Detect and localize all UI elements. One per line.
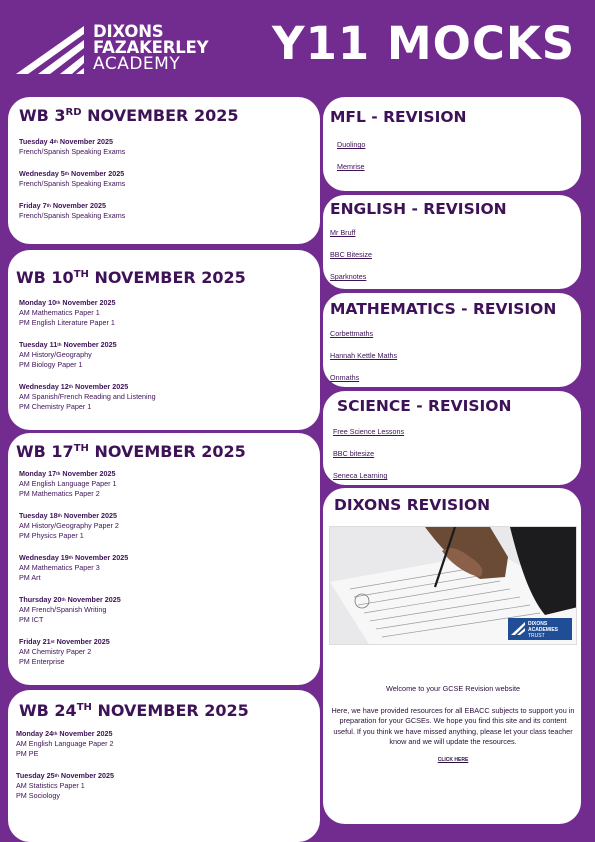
- link-corbettmaths[interactable]: Corbettmaths: [330, 329, 374, 338]
- exam-line: AM History/Geography: [19, 350, 92, 359]
- week-days-3: [19, 469, 128, 679]
- exam-line: French/Spanish Speaking Exams: [19, 211, 126, 220]
- week-title-1: [19, 106, 238, 126]
- link-onmaths[interactable]: Onmaths: [330, 373, 360, 382]
- week-title-month: NOVEMBER 2025: [88, 442, 246, 461]
- english-title: ENGLISH - REVISION: [330, 200, 507, 218]
- week-title-text: WB 17: [16, 442, 74, 461]
- exam-line: AM Statistics Paper 1: [16, 781, 85, 790]
- week-title-3: [16, 442, 246, 462]
- day-date: Monday 17th November 2025: [19, 469, 116, 478]
- exam-day: [19, 553, 128, 583]
- exam-line: PM English Literature Paper 1: [19, 318, 115, 327]
- exam-day: [19, 595, 128, 625]
- day-date: Friday 21st November 2025: [19, 637, 110, 646]
- exam-line: AM Spanish/French Reading and Listening: [19, 392, 156, 401]
- mfl-links: [337, 140, 365, 184]
- day-date: Friday 7th November 2025: [19, 201, 106, 210]
- week-title-month: NOVEMBER 2025: [91, 701, 249, 720]
- exam-line: AM History/Geography Paper 2: [19, 521, 119, 530]
- logo-line-2: FAZAKERLEY: [93, 38, 209, 57]
- revision-photo: [329, 526, 577, 645]
- exam-line: French/Spanish Speaking Exams: [19, 147, 126, 156]
- exam-line: PM Sociology: [16, 791, 60, 800]
- day-date: Monday 24th November 2025: [16, 729, 113, 738]
- week-days-4: [16, 729, 114, 813]
- english-links: [330, 228, 372, 294]
- exam-day: [16, 771, 114, 801]
- exam-line: PM ICT: [19, 615, 44, 624]
- page-title: Y11 MOCKS: [272, 17, 576, 70]
- welcome-body: Here, we have provided resources for all EBACC subjects to support you in preparation for your GCSEs. We hope you find this site and its content useful. If you think we have missed anything, please let your class teacher know and we will update the resources.: [331, 706, 575, 746]
- exam-line: PM Enterprise: [19, 657, 65, 666]
- trust-logo-icon: [511, 621, 525, 635]
- week-days-1: [19, 137, 125, 233]
- badge-line-3: TRUST: [528, 633, 545, 639]
- exam-line: PM Physics Paper 1: [19, 531, 84, 540]
- exam-line: AM Chemistry Paper 2: [19, 647, 92, 656]
- click-here-link[interactable]: CLICK HERE: [437, 757, 469, 764]
- exam-line: French/Spanish Speaking Exams: [19, 179, 126, 188]
- logo-mark-icon: [16, 24, 84, 74]
- week-title-text: WB 10: [16, 268, 74, 287]
- logo-wordmark: [93, 24, 208, 72]
- exam-day: [19, 298, 156, 328]
- day-date: Wednesday 5th November 2025: [19, 169, 125, 178]
- week-title-month: NOVEMBER 2025: [81, 106, 239, 125]
- link-sparknotes[interactable]: Sparknotes: [330, 272, 367, 281]
- science-title: SCIENCE - REVISION: [337, 397, 512, 415]
- maths-links: [330, 329, 397, 395]
- week-title-month: NOVEMBER 2025: [88, 268, 246, 287]
- exam-line: AM Mathematics Paper 3: [19, 563, 100, 572]
- day-date: Wednesday 12th November 2025: [19, 382, 129, 391]
- exam-line: AM Mathematics Paper 1: [19, 308, 100, 317]
- exam-day: [19, 137, 125, 157]
- day-date: Monday 10th November 2025: [19, 298, 116, 307]
- logo-line-1: DIXONS: [93, 22, 164, 41]
- mfl-title: MFL - REVISION: [330, 108, 467, 126]
- link-bbc-bitesize[interactable]: BBC Bitesize: [330, 250, 372, 259]
- day-date: Tuesday 11th November 2025: [19, 340, 117, 349]
- exam-day: [19, 511, 128, 541]
- logo-line-3: ACADEMY: [93, 54, 181, 74]
- link-mr-bruff[interactable]: Mr Bruff: [330, 228, 356, 237]
- link-free-science-lessons[interactable]: Free Science Lessons: [333, 427, 405, 436]
- link-bbc-bitesize-science[interactable]: BBC bitesize: [333, 449, 375, 458]
- day-date: Tuesday 4th November 2025: [19, 137, 114, 146]
- exam-day: [19, 201, 125, 221]
- exam-line: PM Mathematics Paper 2: [19, 489, 100, 498]
- maths-title: MATHEMATICS - REVISION: [330, 300, 557, 318]
- day-date: Thursday 20th November 2025: [19, 595, 121, 604]
- badge-line-1: DIXONS: [528, 621, 548, 627]
- exam-day: [16, 729, 114, 759]
- welcome-heading: Welcome to your GCSE Revision website: [385, 684, 521, 693]
- link-hannah-kettle-maths[interactable]: Hannah Kettle Maths: [330, 351, 398, 360]
- link-duolingo[interactable]: Duolingo: [337, 140, 366, 149]
- trust-badge: [508, 618, 572, 640]
- link-seneca-learning[interactable]: Seneca Learning: [333, 471, 388, 480]
- exam-line: PM PE: [16, 749, 39, 758]
- week-title-2: [16, 268, 246, 288]
- week-title-text: WB 24: [19, 701, 77, 720]
- day-date: Wednesday 19th November 2025: [19, 553, 129, 562]
- week-title-sup: TH: [76, 702, 92, 713]
- week-title-sup: TH: [73, 443, 89, 454]
- exam-day: [19, 637, 128, 667]
- day-date: Tuesday 18th November 2025: [19, 511, 118, 520]
- exam-line: PM Art: [19, 573, 41, 582]
- exam-line: PM Biology Paper 1: [19, 360, 83, 369]
- exam-day: [19, 340, 156, 370]
- exam-day: [19, 382, 156, 412]
- exam-line: AM English Language Paper 1: [19, 479, 117, 488]
- welcome-block: [330, 684, 576, 765]
- week-title-4: [19, 701, 249, 721]
- exam-line: AM English Language Paper 2: [16, 739, 114, 748]
- exam-day: [19, 169, 125, 189]
- exam-line: PM Chemistry Paper 1: [19, 402, 92, 411]
- exam-day: [19, 469, 128, 499]
- badge-line-2: ACADEMIES: [528, 627, 559, 633]
- week-title-sup: TH: [73, 269, 89, 280]
- link-memrise[interactable]: Memrise: [337, 162, 365, 171]
- dixons-title: DIXONS REVISION: [334, 496, 491, 514]
- academy-logo: [16, 24, 216, 76]
- science-links: [333, 427, 404, 493]
- week-title-text: WB 3: [19, 106, 66, 125]
- day-date: Tuesday 25th November 2025: [16, 771, 115, 780]
- week-title-sup: RD: [65, 107, 82, 118]
- exam-line: AM French/Spanish Writing: [19, 605, 107, 614]
- week-days-2: [19, 298, 156, 424]
